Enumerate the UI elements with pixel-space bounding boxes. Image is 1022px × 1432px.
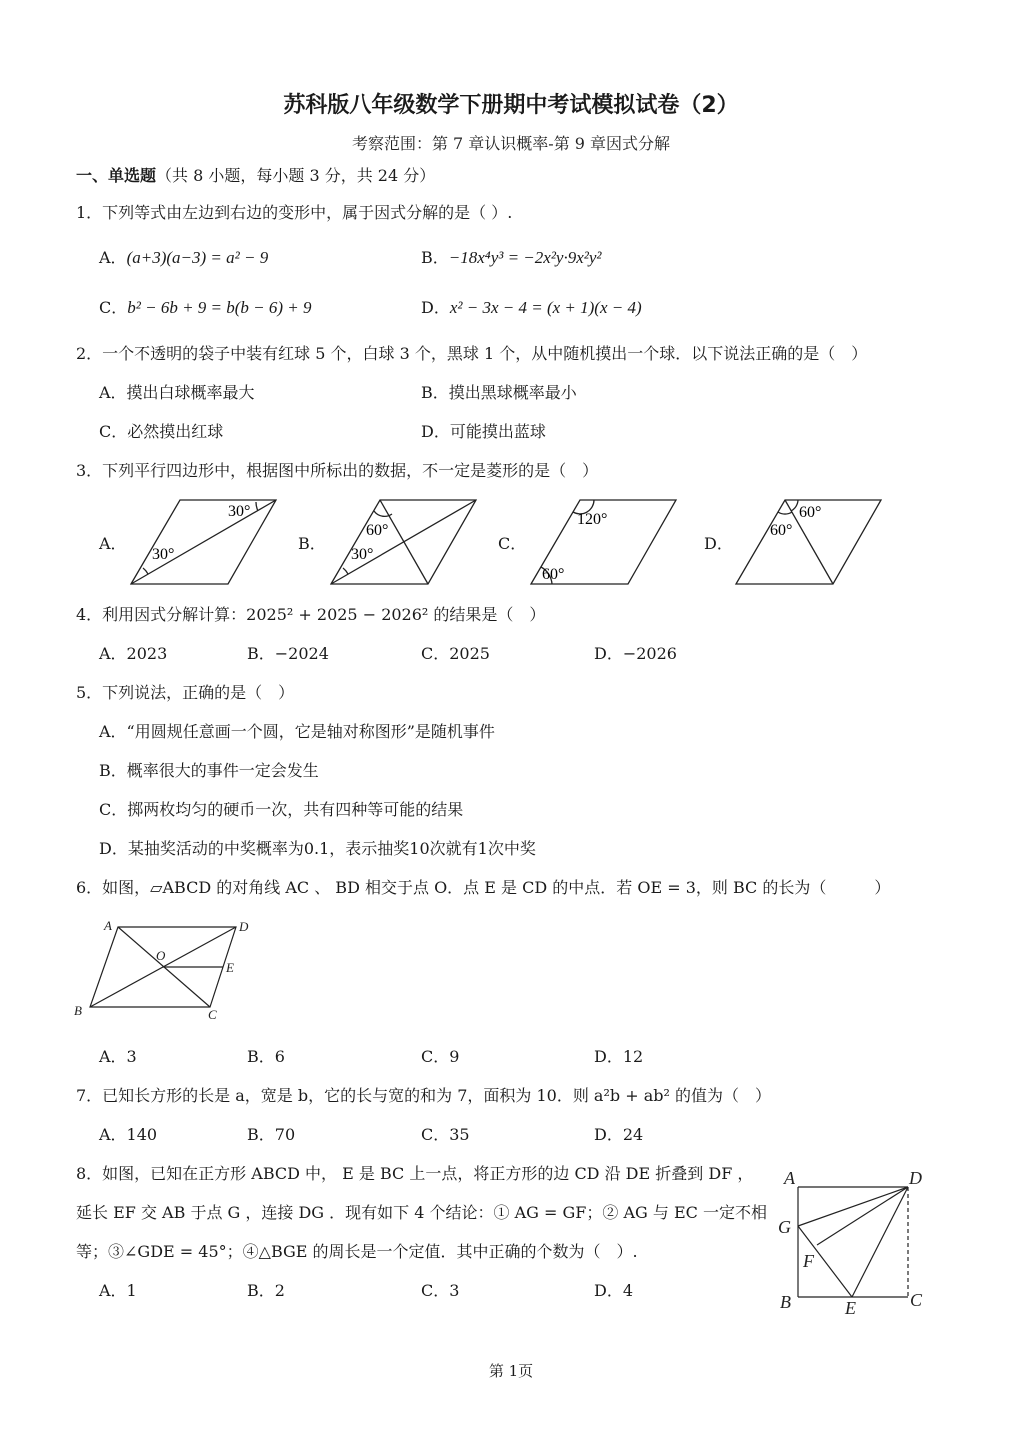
q1-b-label: B． xyxy=(421,248,449,267)
section-note: （共 8 小题，每小题 3 分，共 24 分） xyxy=(156,166,436,185)
q2-stem: 2．一个不透明的袋子中装有红球 5 个，白球 3 个，黑球 1 个，从中随机摸出一个球．以下说法正确的是（ ） xyxy=(76,344,868,363)
q7-stem: 7．已知长方形的长是 a，宽是 b，它的长与宽的和为 7，面积为 10．则 a²b + ab² 的值为（ ） xyxy=(76,1086,771,1105)
q1-c-math: b² − 6b + 9 = b(b − 6) + 9 xyxy=(127,298,312,317)
diagonal-b-2 xyxy=(380,500,428,584)
q1-stem: 1．下列等式由左边到右边的变形中，属于因式分解的是（ ）. xyxy=(76,203,513,222)
q8-figure xyxy=(770,1160,940,1320)
q8-option-d: D．4 xyxy=(594,1281,634,1300)
q5-option-b: B．概率很大的事件一定会发生 xyxy=(99,761,319,780)
q6-stem: 6．如图，▱ABCD 的对角线 AC 、 BD 相交于点 O．点 E 是 CD 的中点．若 OE = 3，则 BC 的长为（ ） xyxy=(76,878,891,897)
figD-angle-right: 60° xyxy=(799,504,822,521)
label-e: E xyxy=(226,960,234,975)
label-g: G xyxy=(778,1217,791,1237)
q3-label-d: D． xyxy=(704,534,733,553)
q1-a-label: A． xyxy=(99,248,127,267)
q1-c-label: C． xyxy=(99,298,128,317)
q2-option-b: B．摸出黑球概率最小 xyxy=(421,383,577,402)
q2-option-c: C．必然摸出红球 xyxy=(99,422,224,441)
q8-option-a: A．1 xyxy=(99,1281,137,1300)
q6-figure xyxy=(70,915,270,1025)
q2-option-a: A．摸出白球概率最大 xyxy=(99,383,255,402)
q3-figure-b xyxy=(331,500,476,584)
q3-stem: 3．下列平行四边形中，根据图中所标出的数据，不一定是菱形的是（ ） xyxy=(76,461,599,480)
q1-a-math: (a+3)(a−3) = a² − 9 xyxy=(126,248,269,267)
q1-d-math: x² − 3x − 4 = (x + 1)(x − 4) xyxy=(449,298,642,317)
segment-df xyxy=(817,1187,908,1245)
label-d: D xyxy=(239,919,249,934)
angle-arc-d-left xyxy=(778,512,792,514)
label-c: C xyxy=(208,1007,217,1022)
angle-arc-d-right xyxy=(791,500,798,511)
q1-d-label: D． xyxy=(421,298,450,317)
figD-angle-left: 60° xyxy=(770,522,793,539)
angle-arc-b-bottom xyxy=(343,568,348,574)
q8-option-c: C．3 xyxy=(421,1281,460,1300)
q5-option-a: A．“用圆规任意画一个圆，它是轴对称图形”是随机事件 xyxy=(99,722,495,741)
q5-stem: 5．下列说法，正确的是（ ） xyxy=(76,683,295,702)
q4-option-a: A．2023 xyxy=(99,644,168,663)
q8-option-b: B．2 xyxy=(247,1281,285,1300)
q3-label-b: B． xyxy=(298,534,326,553)
q3-figure-a xyxy=(131,500,276,584)
figA-angle-bottom: 30° xyxy=(152,546,175,563)
label-a: A xyxy=(104,918,112,933)
q3-label-c: C． xyxy=(498,534,527,553)
label-e: E xyxy=(845,1298,856,1318)
q3-label-a: A． xyxy=(99,534,127,553)
label-o: O xyxy=(156,948,166,963)
label-a: A xyxy=(784,1168,795,1188)
label-c: C xyxy=(910,1290,923,1310)
label-d: D xyxy=(909,1168,922,1188)
page-footer: 第 1页 xyxy=(488,1362,534,1380)
angle-arc-a-top xyxy=(256,502,258,511)
q6-option-b: B．6 xyxy=(247,1047,285,1066)
q7-option-d: D．24 xyxy=(594,1125,644,1144)
section-title: 一、单选题 xyxy=(76,166,157,185)
q7-option-a: A．140 xyxy=(99,1125,158,1144)
q1-b-math: −18x⁴y³ = −2x²y·9x²y² xyxy=(448,248,602,267)
q7-option-c: C．35 xyxy=(421,1125,470,1144)
q8-line-2: 延长 EF 交 AB 于点 G ，连接 DG ．现有如下 4 个结论：① AG = GF；② AG 与 EC 一定不相 xyxy=(76,1203,768,1222)
angle-arc-b-top xyxy=(374,511,392,516)
q4-option-c: C．2025 xyxy=(421,644,490,663)
label-b: B xyxy=(74,1003,82,1018)
figC-angle-top: 120° xyxy=(577,511,608,528)
figB-angle-bottom: 30° xyxy=(351,546,374,563)
figB-angle-top: 60° xyxy=(366,522,389,539)
q7-option-b: B．70 xyxy=(247,1125,296,1144)
page-subtitle: 考察范围：第 7 章认识概率-第 9 章因式分解 xyxy=(351,134,671,153)
q8-line-1: 8．如图，已知在正方形 ABCD 中， E 是 BC 上一点，将正方形的边 CD 沿 DE 折叠到 DF ， xyxy=(76,1164,754,1183)
q4-option-d: D．−2026 xyxy=(594,644,677,663)
figC-angle-bottom: 60° xyxy=(542,566,565,583)
q6-option-d: D．12 xyxy=(594,1047,644,1066)
q2-option-d: D．可能摸出蓝球 xyxy=(421,422,546,441)
q5-option-d: D．某抽奖活动的中奖概率为0.1，表示抽奖10次就有1次中奖 xyxy=(99,839,536,858)
page-title: 苏科版八年级数学下册期中考试模拟试卷（2） xyxy=(283,93,739,118)
q8-line-3: 等；③∠GDE = 45°；④△BGE 的周长是一个定值．其中正确的个数为（ ）. xyxy=(76,1242,638,1261)
q5-option-c: C．掷两枚均匀的硬币一次，共有四种等可能的结果 xyxy=(99,800,464,819)
q4-option-b: B．−2024 xyxy=(247,644,329,663)
q6-option-a: A．3 xyxy=(99,1047,137,1066)
q4-stem: 4．利用因式分解计算：2025² + 2025 − 2026² 的结果是（ ） xyxy=(76,605,546,624)
figA-angle-top: 30° xyxy=(228,503,251,520)
label-b: B xyxy=(780,1292,791,1312)
q6-option-c: C．9 xyxy=(421,1047,460,1066)
angle-arc-a-bottom xyxy=(143,568,148,574)
diagonal-a xyxy=(131,500,276,584)
label-f: F xyxy=(803,1251,814,1271)
